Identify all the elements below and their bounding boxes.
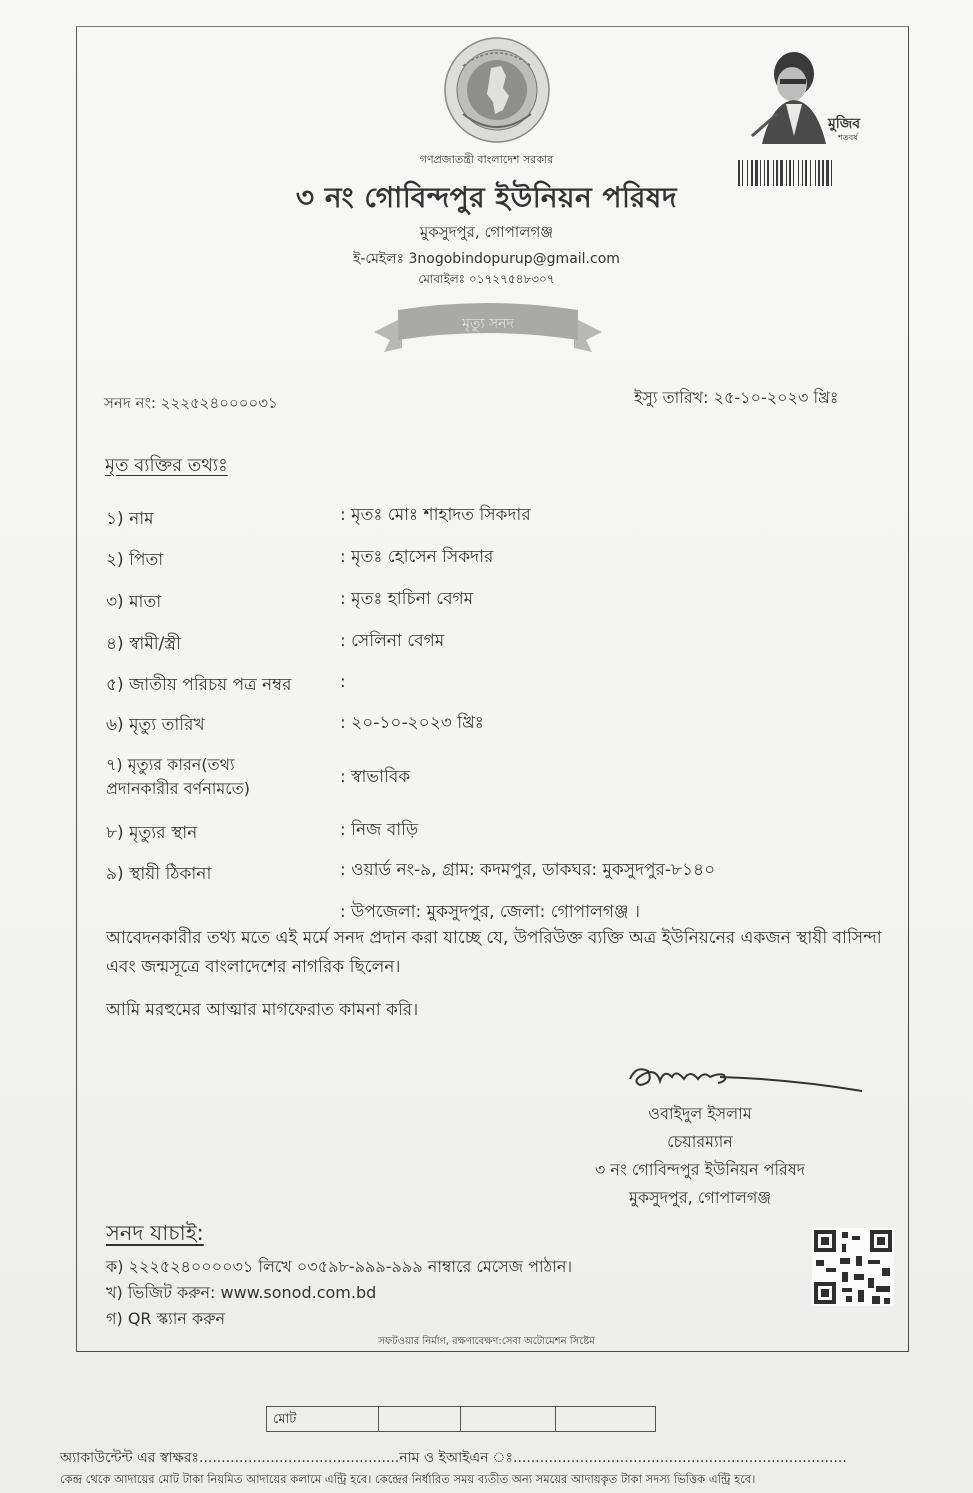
row-label-permanent-address: ৯) স্থায়ী ঠিকানা <box>106 864 212 884</box>
row-value-nid: : <box>340 672 346 692</box>
verification-heading: সনদ যাচাই: <box>106 1221 204 1245</box>
certificate-title: মৃত্যু সনদ <box>462 316 514 332</box>
row-label-father: ২) পিতা <box>106 550 164 570</box>
total-table <box>266 1406 656 1432</box>
declaration-paragraph: আবেদনকারীর তথ্য মতে এই মর্মে সনদ প্রদান করা যাচ্ছে যে, উপরিউক্ত ব্যক্তি অত্র ইউনিয়নের একজন স্থায়ী বাসিন্দা এবং জন্মসূত্রে বাংলাদেশের নাগরিক ছিলেন। <box>106 928 882 977</box>
deceased-info-heading: মৃত ব্যক্তির তথ্যঃ <box>105 455 228 476</box>
collection-notice: কেন্দ্র থেকে আদায়ের মোট টাকা নিয়মিত আদায়ের কলামে এন্ট্রি হবে। কেন্দ্রের নির্ধারিত সময় ব্যতীত অন্য সময়ের আদায়কৃত টাকা সদস্য ভিত্তিক এন্ট্রি হবে। <box>60 1472 756 1486</box>
verification-website: খ) ভিজিট করুন: www.sonod.com.bd <box>106 1283 377 1302</box>
row-value-address-cont: : উপজেলা: মুকসুদপুর, জেলা: গোপালগঞ্জ । <box>340 902 640 922</box>
row-label-nid: ৫) জাতীয় পরিচয় পত্র নম্বর <box>106 675 292 695</box>
svg-text:মুজিব: মুজিব <box>828 116 861 132</box>
signatory-location: মুকসুদপুর, গোপালগঞ্জ <box>628 1188 772 1207</box>
total-cell-2 <box>461 1407 556 1431</box>
row-label-spouse: ৪) স্বামী/স্ত্রী <box>106 634 181 654</box>
total-label: মোট <box>267 1407 379 1431</box>
row-value-death-date: : ২০-১০-২০২৩ খ্রিঃ <box>340 713 484 733</box>
signatory-name: ওবাইদুল ইসলাম <box>648 1104 752 1123</box>
row-label-cause-cont: প্রদানকারীর বর্ণনামতে) <box>106 779 250 798</box>
row-value-cause: : স্বাভাবিক <box>340 767 411 787</box>
signatory-office: ৩ নং গোবিন্দপুর ইউনিয়ন পরিষদ <box>594 1160 806 1179</box>
row-label-name: ১) নাম <box>106 509 154 529</box>
government-seal-icon <box>443 36 551 144</box>
prayer-text: আমি মরহুমের আত্মার মাগফেরাত কামনা করি। <box>106 1000 419 1020</box>
verification-qr: গ) QR স্ক্যান করুন <box>106 1309 226 1328</box>
total-cell-1 <box>379 1407 461 1431</box>
row-value-spouse: : সেলিনা বেগম <box>340 631 445 651</box>
total-cell-3 <box>556 1407 655 1431</box>
mujib-borsho-logo-icon <box>742 44 872 144</box>
svg-text:শতবর্ষ: শতবর্ষ <box>838 133 858 142</box>
row-value-death-place: : নিজ বাড়ি <box>340 820 419 840</box>
verification-sms: ক) ২২২৫২৪০০০০৩১ লিখে ০৩৫৯৮-৯৯৯-৯৯৯ নাম্বারে মেসেজ পাঠান। <box>106 1257 573 1276</box>
signatory-designation: চেয়ারম্যান <box>667 1132 733 1151</box>
certificate-title-ribbon <box>368 296 608 358</box>
chairman-signature-icon <box>600 1057 870 1107</box>
row-label-cause: ৭) মৃত্যুর কারন(তথ্য <box>106 755 235 774</box>
row-label-death-date: ৬) মৃত্যু তারিখ <box>106 715 205 735</box>
union-address: মুকসুদপুর, গোপালগঞ্জ <box>419 223 554 241</box>
row-value-mother: : মৃতঃ হাচিনা বেগম <box>340 589 474 609</box>
sanad-number: সনদ নং: ২২২৫২৪০০০০৩১ <box>104 394 278 412</box>
accountant-signature-line: অ্যাকাউন্টেন্ট এর স্বাক্ষরঃ.............................................নাম ও ইআইএন ঃ........................................................................... <box>60 1450 847 1466</box>
row-label-death-place: ৮) মৃত্যুর স্থান <box>106 823 198 843</box>
software-credit: সফটওয়ার নির্মাণ, রক্ষণাবেক্ষণ:সেবা অটোমেশন সিষ্টেম <box>378 1336 595 1347</box>
issue-date: ইস্যু তারিখ: ২৫-১০-২০২৩ খ্রিঃ <box>634 388 839 407</box>
union-parishad-title: ৩ নং গোবিন্দপুর ইউনিয়ন পরিষদ <box>295 181 678 214</box>
government-label: গণপ্রজাতন্ত্রী বাংলাদেশ সরকার <box>419 153 554 166</box>
row-value-name: : মৃতঃ মোঃ শাহাদত সিকদার <box>340 505 531 525</box>
qr-code-icon <box>812 1228 894 1306</box>
row-label-mother: ৩) মাতা <box>106 592 162 612</box>
union-email: ই-মেইলঃ 3nogobindopurup@gmail.com <box>353 251 620 267</box>
row-value-permanent-address: : ওয়ার্ড নং-৯, গ্রাম: কদমপুর, ডাকঘর: মুকসুদপুর-৮১৪০ <box>340 860 716 880</box>
union-mobile: মোবাইলঃ ০১৭২৭৫৪৮৩০৭ <box>418 272 555 286</box>
row-value-father: : মৃতঃ হোসেন সিকদার <box>340 547 494 567</box>
